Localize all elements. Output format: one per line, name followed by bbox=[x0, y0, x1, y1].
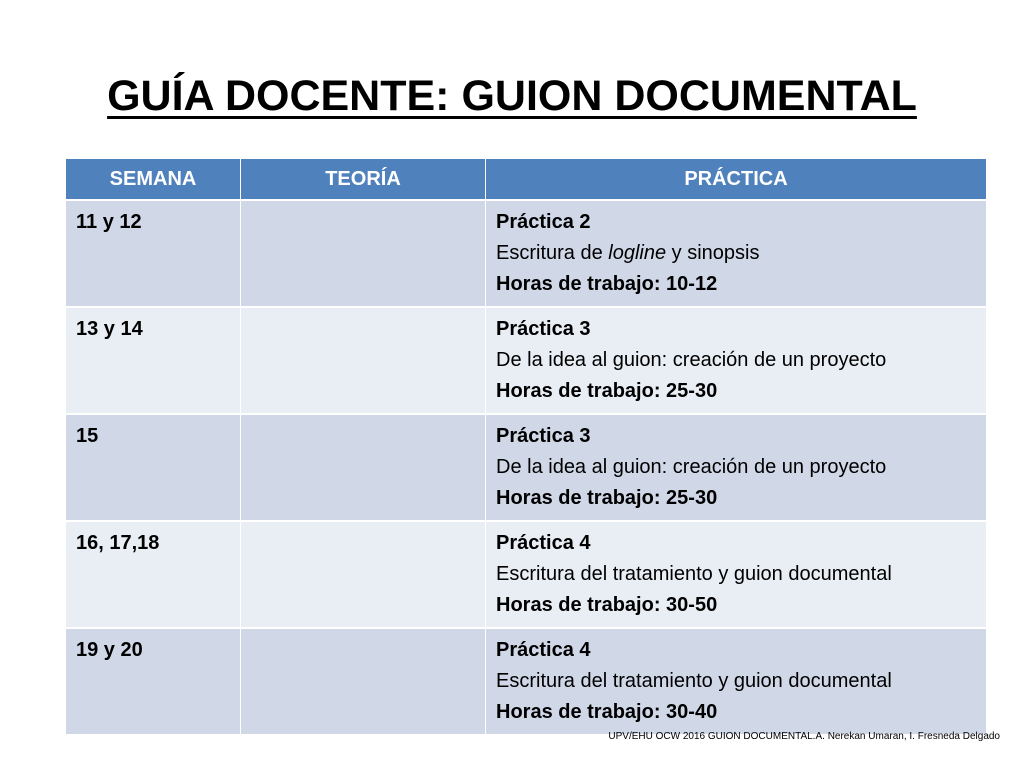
practice-hours: Horas de trabajo: 30-40 bbox=[496, 701, 718, 723]
cell-practica bbox=[486, 200, 987, 307]
slide-footer: UPV/EHU OCW 2016 GUION DOCUMENTAL.A. Nerekan Umaran, I. Fresneda Delgado bbox=[608, 731, 1000, 742]
practice-description: De la idea al guion: creación de un proyecto bbox=[496, 456, 887, 478]
cell-semana: 13 y 14 bbox=[66, 307, 241, 414]
header-practica: PRÁCTICA bbox=[486, 159, 987, 201]
practice-title: Práctica 3 bbox=[496, 425, 591, 447]
practice-hours: Horas de trabajo: 25-30 bbox=[496, 380, 718, 402]
practice-description: Escritura del tratamiento y guion documental bbox=[496, 670, 892, 692]
cell-teoria bbox=[241, 628, 486, 735]
practice-description: Escritura del tratamiento y guion documental bbox=[496, 563, 892, 585]
header-teoria: TEORÍA bbox=[241, 159, 486, 201]
cell-semana: 15 bbox=[66, 414, 241, 521]
practice-title: Práctica 3 bbox=[496, 318, 591, 340]
practice-title: Práctica 4 bbox=[496, 532, 591, 554]
cell-practica bbox=[486, 307, 987, 414]
table-row bbox=[66, 521, 987, 628]
practice-hours: Horas de trabajo: 25-30 bbox=[496, 487, 718, 509]
slide-title-text: GUÍA DOCENTE: GUION DOCUMENTAL bbox=[107, 72, 917, 120]
practice-hours: Horas de trabajo: 30-50 bbox=[496, 594, 718, 616]
table-row bbox=[66, 200, 987, 307]
table-header-row bbox=[66, 159, 987, 201]
table-row bbox=[66, 307, 987, 414]
slide-title bbox=[0, 66, 1024, 126]
table-row bbox=[66, 414, 987, 521]
cell-semana: 19 y 20 bbox=[66, 628, 241, 735]
cell-practica bbox=[486, 521, 987, 628]
practice-description bbox=[496, 238, 976, 269]
schedule-table bbox=[65, 158, 987, 735]
header-semana: SEMANA bbox=[66, 159, 241, 201]
practice-description-start: Escritura de bbox=[496, 242, 609, 264]
cell-teoria bbox=[241, 414, 486, 521]
cell-semana: 16, 17,18 bbox=[66, 521, 241, 628]
practice-hours: Horas de trabajo: 10-12 bbox=[496, 273, 718, 295]
table-row bbox=[66, 628, 987, 735]
practice-description-italic: logline bbox=[608, 242, 667, 264]
practice-description-end: y sinopsis bbox=[666, 242, 760, 264]
practice-description: De la idea al guion: creación de un proyecto bbox=[496, 349, 887, 371]
cell-teoria bbox=[241, 307, 486, 414]
cell-practica bbox=[486, 628, 987, 735]
cell-teoria bbox=[241, 521, 486, 628]
cell-practica bbox=[486, 414, 987, 521]
cell-semana: 11 y 12 bbox=[66, 200, 241, 307]
cell-teoria bbox=[241, 200, 486, 307]
practice-title: Práctica 4 bbox=[496, 639, 591, 661]
practice-title: Práctica 2 bbox=[496, 211, 591, 233]
